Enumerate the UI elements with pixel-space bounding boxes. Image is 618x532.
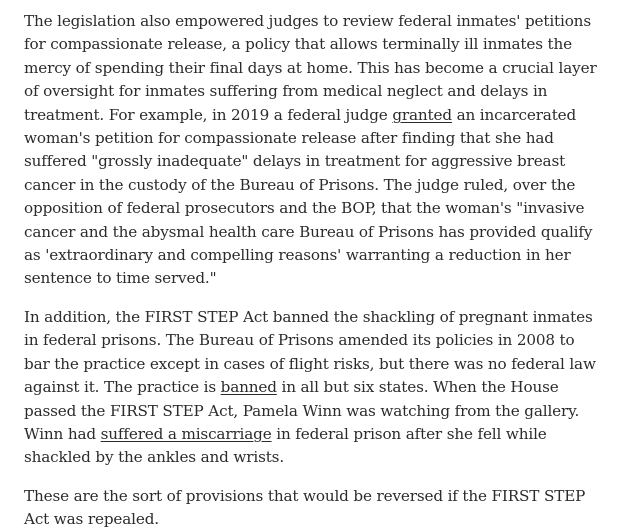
paragraph-conclusion	[24, 485, 604, 532]
text-span: These are the sort of provisions that would be reversed if the FIRST STEP Act was repealed.	[24, 486, 586, 529]
link-suffered-a-miscarriage[interactable]: suffered a miscarriage	[100, 424, 272, 443]
text-span: in federal prison after she fell while shackled by the ankles and wrists.	[24, 424, 547, 467]
text-span: an incarcerated woman's petition for compassionate release after finding that she had suffered "grossly inadequate" delays in treatment for aggressive breast cancer in the custody of the Bureau of Prisons. The judge ruled, over the opposition of federal prosecutors and the BOP, that the woman's "invasive cancer and the abysmal health care Bureau of Prisons has provided qualify as 'extraordinary and compelling reasons' warranting a reduction in her sentence to time served."	[24, 105, 593, 288]
paragraph-shackling-ban	[24, 306, 604, 470]
text-span: The legislation also empowered judges to review federal inmates' petitions for compassionate release, a policy that allows terminally ill inmates the mercy of spending their final days at home. This has become a crucial layer of oversight for inmates suffering from medical neglect and delays in treatment. For example, in 2019 a federal judge	[24, 12, 597, 124]
link-banned[interactable]: banned	[220, 378, 277, 397]
text-span: In addition, the FIRST STEP Act banned the shackling of pregnant inmates in federal prisons. The Bureau of Prisons amended its policies in 2008 to bar the practice except in cases of flight risks, but there was no federal law against it. The practice is	[24, 307, 596, 397]
text-span: in all but six states. When the House passed the FIRST STEP Act, Pamela Winn was watching from the gallery. Winn had	[24, 378, 580, 443]
paragraph-compassionate-release	[24, 10, 604, 291]
link-granted[interactable]: granted	[392, 105, 452, 124]
